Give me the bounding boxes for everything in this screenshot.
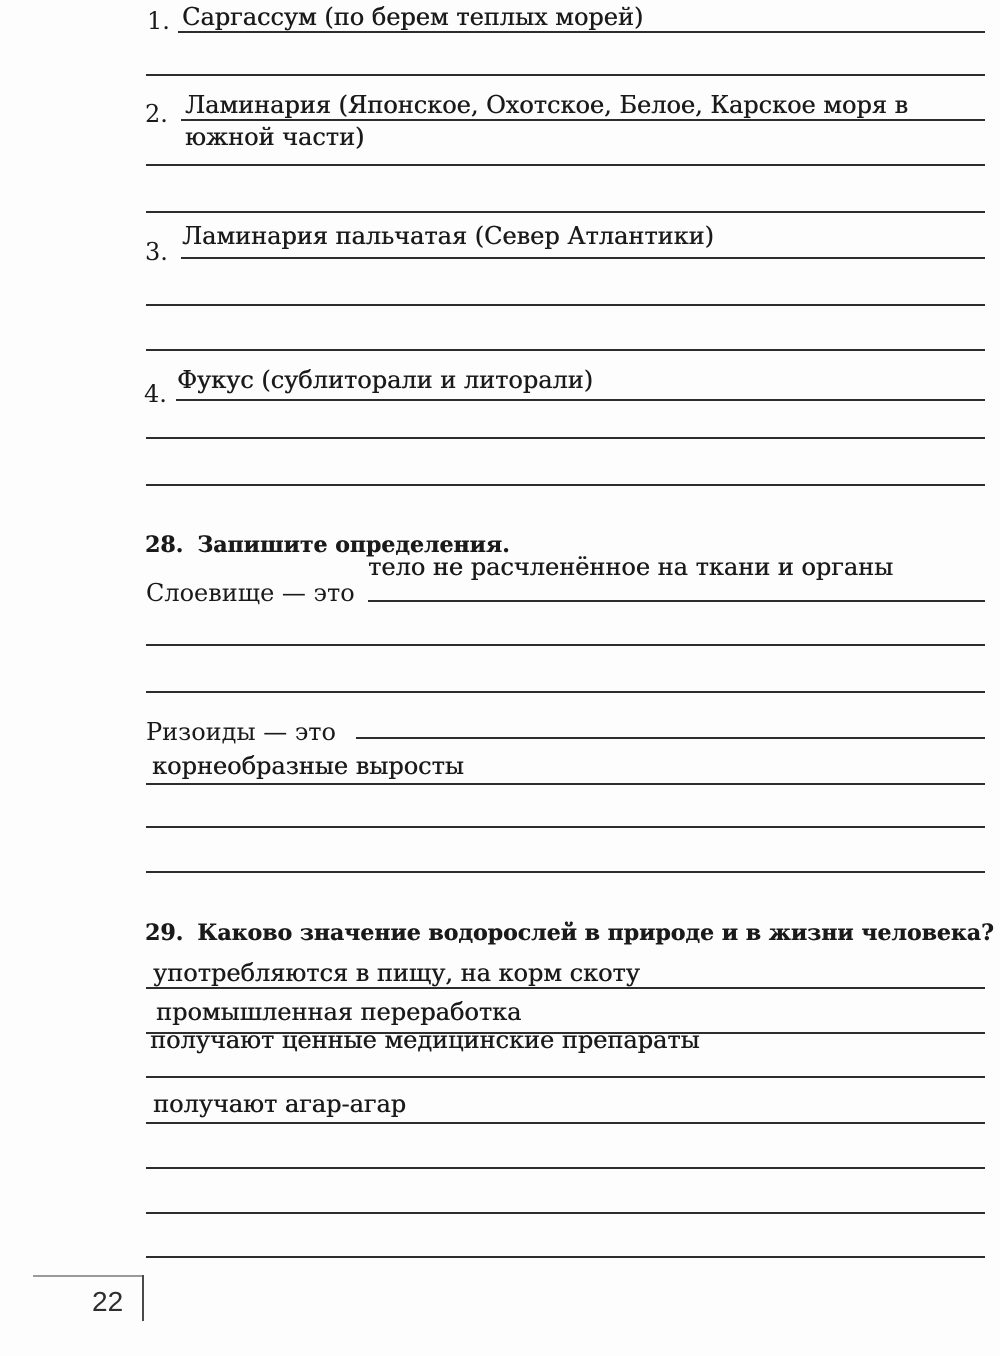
task-title: Запишите определения. — [197, 532, 510, 558]
item-number: 4. — [144, 380, 167, 408]
page-number: 22 — [92, 1286, 124, 1317]
answer-text: промышленная переработка — [156, 998, 522, 1026]
definition-term: Ризоиды — это — [146, 718, 336, 746]
answer-text: получают ценные медицинские препараты — [150, 1026, 700, 1054]
answer-line — [146, 1076, 985, 1078]
item-number: 1. — [147, 7, 170, 35]
answer-line — [146, 1122, 985, 1124]
answer-text: Саргассум (по берем теплых морей) — [182, 3, 644, 31]
task-29-heading — [145, 920, 994, 946]
answer-line — [146, 211, 985, 213]
answer-line — [356, 737, 985, 739]
task-title: Каково значение водорослей в природе и в жизни человека? — [197, 920, 994, 946]
definition-term: Слоевище — это — [146, 579, 355, 607]
answer-line — [146, 304, 985, 306]
answer-line — [146, 349, 985, 351]
answer-line — [146, 644, 985, 646]
answer-line — [146, 437, 985, 439]
answer-line — [146, 691, 985, 693]
answer-text: употребляются в пищу, на корм скоту — [153, 959, 640, 987]
answer-line — [146, 826, 985, 828]
answer-text: тело не расчленённое на ткани и органы — [368, 553, 894, 581]
task-number: 28. — [145, 532, 184, 558]
answer-text: Фукус (сублиторали и литорали) — [177, 366, 593, 394]
answer-line — [368, 600, 985, 602]
answer-line — [146, 783, 985, 785]
answer-line — [176, 399, 985, 401]
task-number: 29. — [145, 920, 184, 946]
answer-line — [146, 1167, 985, 1169]
answer-text: корнеобразные выросты — [152, 752, 464, 780]
item-number: 2. — [145, 100, 168, 128]
footer-divider — [142, 1275, 144, 1321]
answer-text: Ламинария пальчатая (Север Атлантики) — [182, 222, 714, 250]
answer-line — [146, 1212, 985, 1214]
answer-text: южной части) — [185, 123, 365, 151]
answer-text: получают агар-агар — [153, 1090, 407, 1118]
answer-text: Ламинария (Японское, Охотское, Белое, Карское моря в — [185, 91, 908, 119]
footer-rule — [33, 1275, 143, 1277]
answer-line — [146, 1256, 985, 1258]
answer-line — [146, 74, 985, 76]
item-number: 3. — [145, 238, 168, 266]
answer-line — [146, 871, 985, 873]
answer-line — [181, 257, 985, 259]
answer-line — [146, 484, 985, 486]
answer-line — [146, 164, 985, 166]
